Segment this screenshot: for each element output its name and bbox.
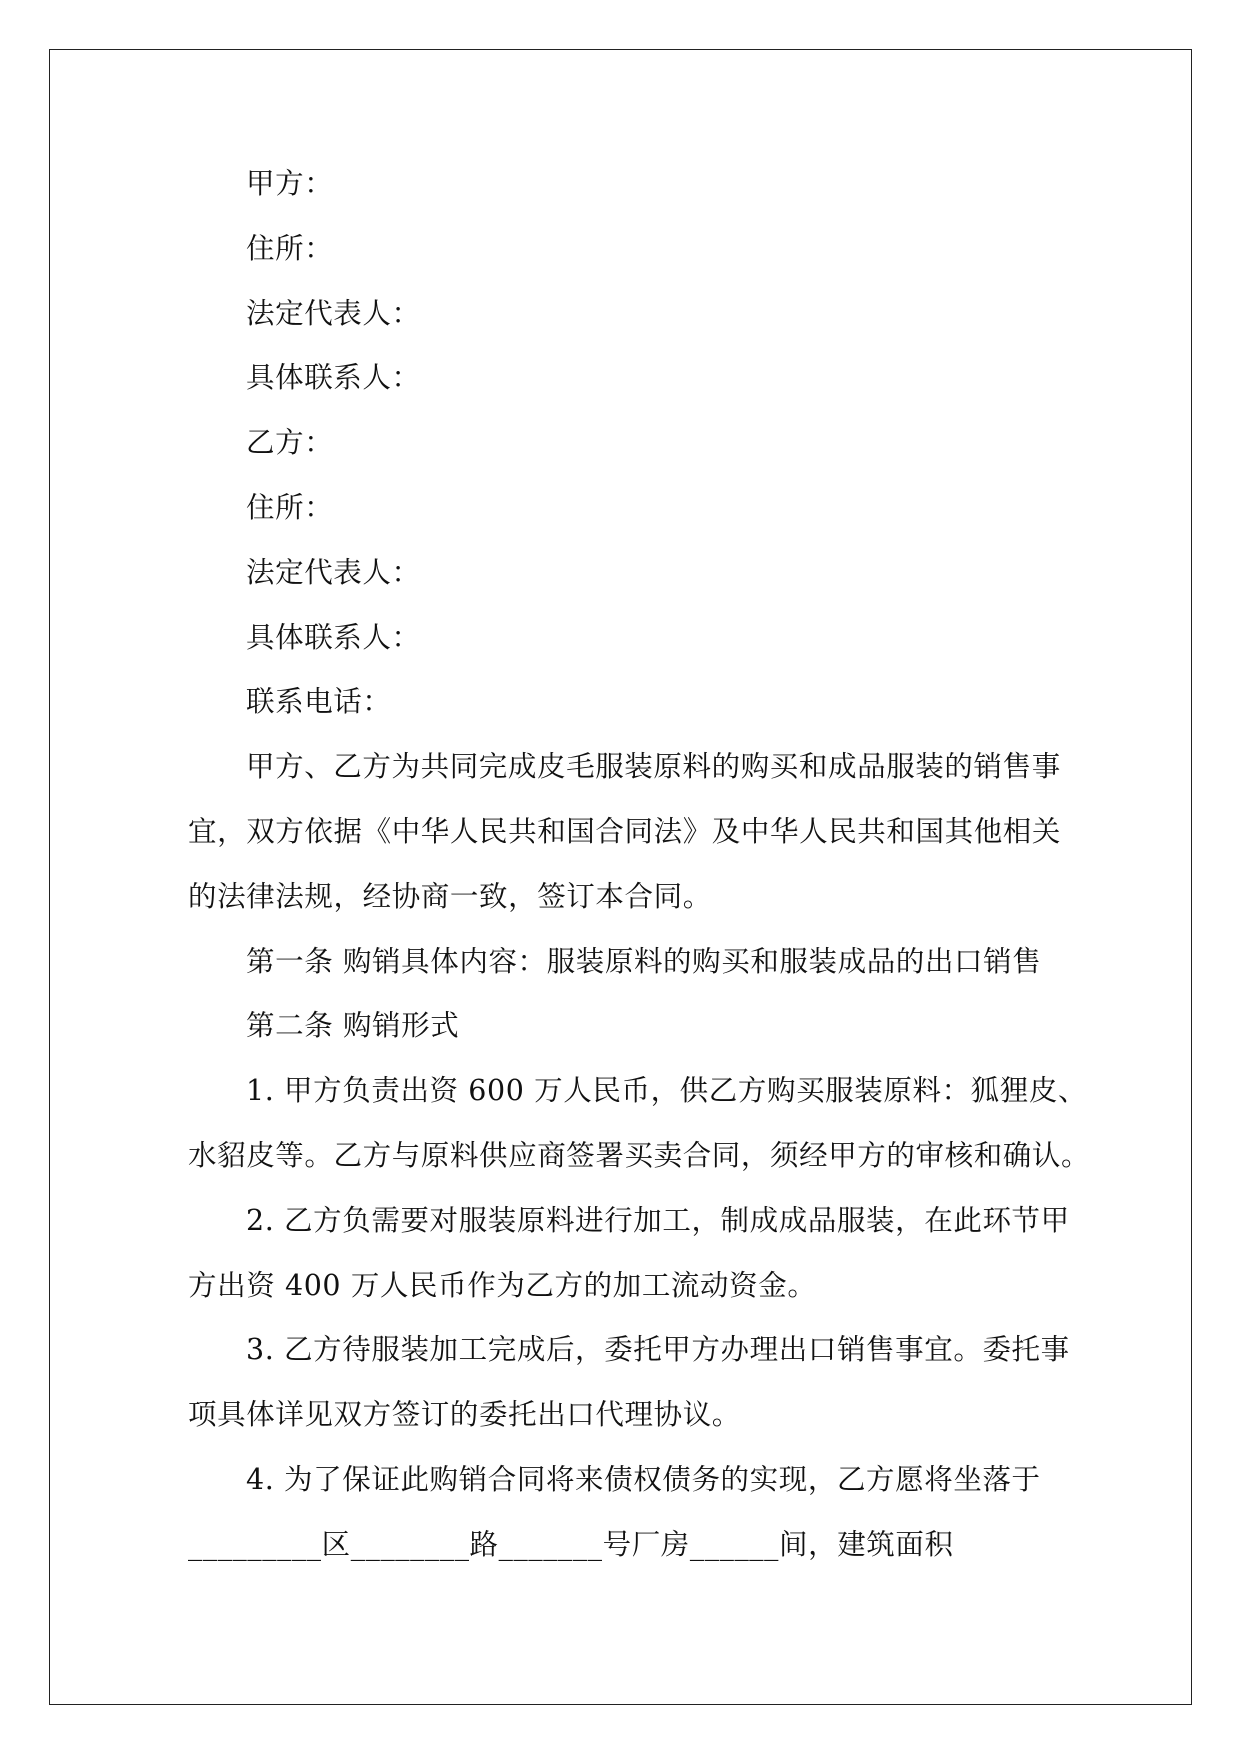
clause-2-line: 方出资 400 万人民币作为乙方的加工流动资金。 <box>188 1268 817 1302</box>
clause-3-line: 3. 乙方待服装加工完成后，委托甲方办理出口销售事宜。委托事 <box>246 1333 1070 1367</box>
preamble-line: 宜，双方依据《中华人民共和国合同法》及中华人民共和国其他相关 <box>188 814 1062 848</box>
clause-1-line: 水貂皮等。乙方与原料供应商签署买卖合同，须经甲方的审核和确认。 <box>188 1138 1091 1172</box>
clause-4-line: 4. 为了保证此购销合同将来债权债务的实现，乙方愿将坐落于 <box>246 1462 1041 1496</box>
party-a-legal-rep-label: 法定代表人： <box>246 296 421 330</box>
clause-4-line: _________区________路_______号厂房______间，建筑面积 <box>188 1527 954 1561</box>
clause-3-line: 项具体详见双方签订的委托出口代理协议。 <box>188 1398 741 1432</box>
preamble-line: 的法律法规，经协商一致，签订本合同。 <box>188 879 712 913</box>
party-b-contact-label: 具体联系人： <box>246 620 421 654</box>
clause-2-line: 2. 乙方负需要对服装原料进行加工，制成成品服装，在此环节甲 <box>246 1203 1070 1237</box>
contract-body <box>188 152 1091 1578</box>
article-2-heading: 第二条 购销形式 <box>246 1009 460 1043</box>
article-1-heading: 第一条 购销具体内容：服装原料的购买和服装成品的出口销售 <box>246 944 1042 978</box>
party-a-contact-label: 具体联系人： <box>246 361 421 395</box>
clause-1-line: 1. 甲方负责出资 600 万人民币，供乙方购买服装原料：狐狸皮、 <box>246 1074 1088 1108</box>
party-b-label: 乙方： <box>246 426 334 460</box>
party-a-label: 甲方： <box>246 167 334 200</box>
party-a-address-label: 住所： <box>246 231 334 265</box>
party-b-legal-rep-label: 法定代表人： <box>246 555 421 589</box>
phone-label: 联系电话： <box>246 685 392 719</box>
preamble-line: 甲方、乙方为共同完成皮毛服装原料的购买和成品服装的销售事 <box>246 750 1061 784</box>
party-b-address-label: 住所： <box>246 490 334 524</box>
